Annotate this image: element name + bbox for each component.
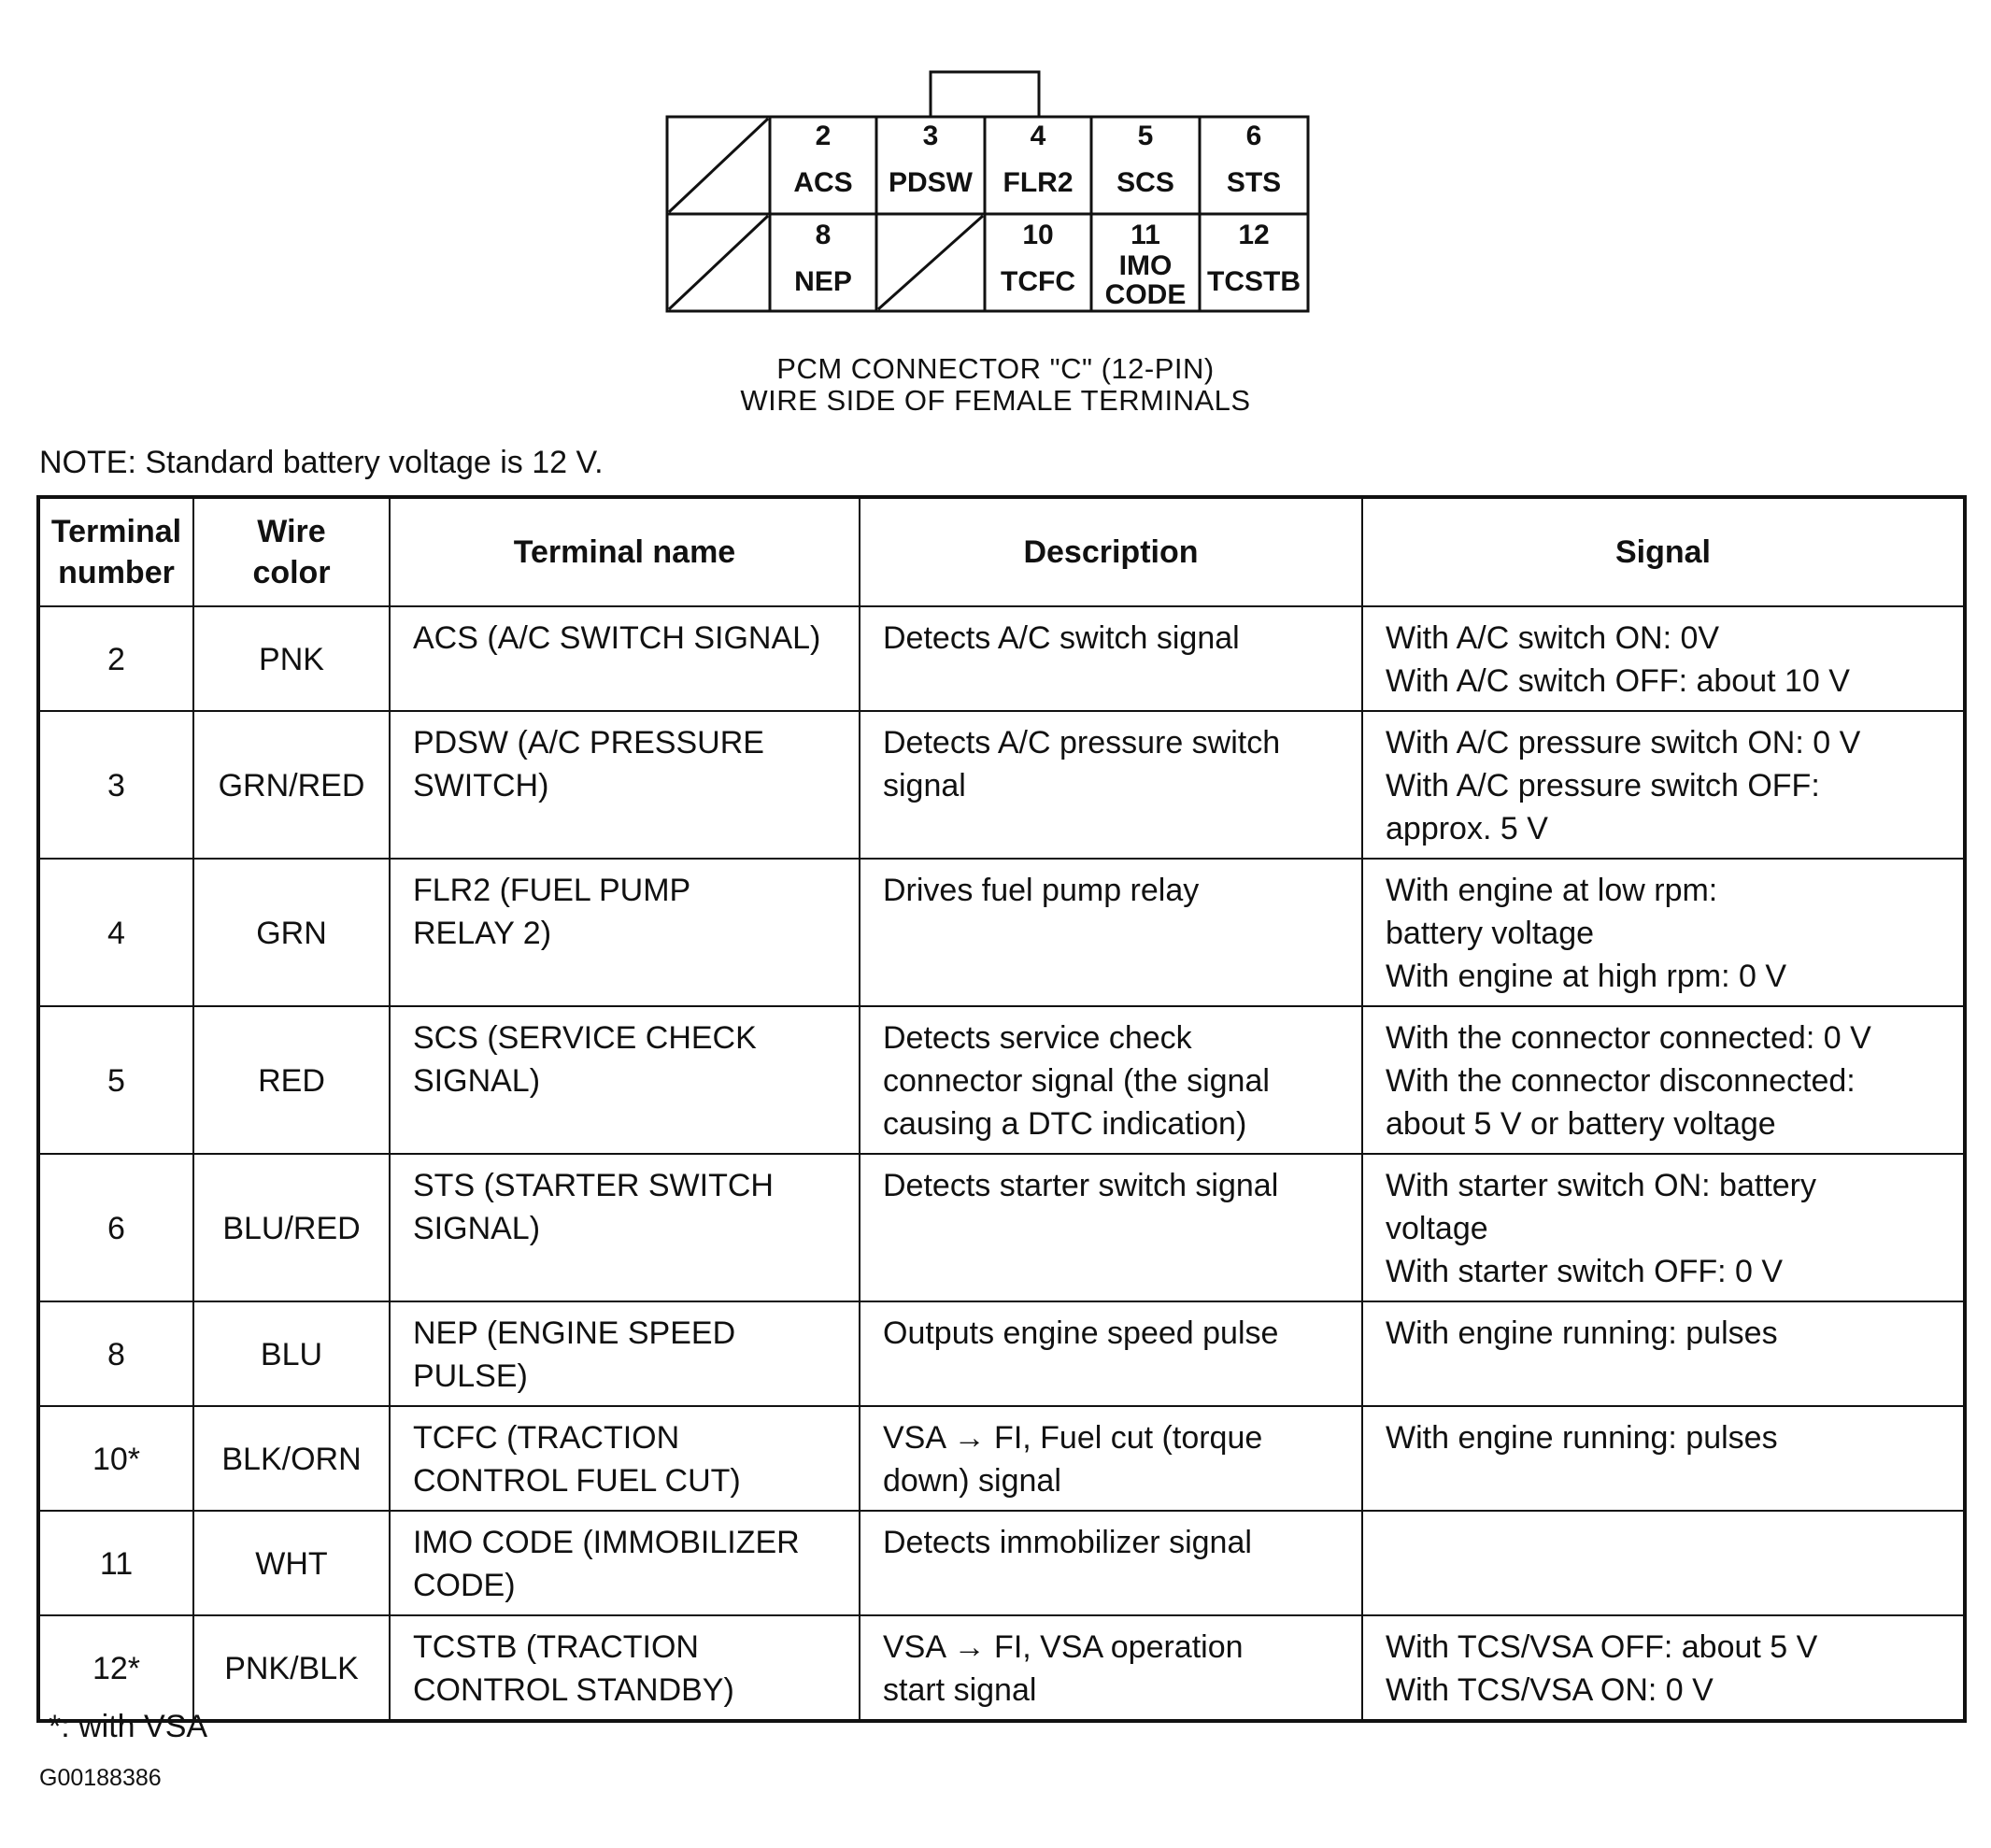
- pin-number: 6: [1245, 121, 1262, 151]
- terminal-table: [36, 495, 1967, 1723]
- vsa-footnote: *: with VSA: [49, 1709, 208, 1744]
- figure-id: G00188386: [39, 1765, 162, 1791]
- caption-line-1: PCM CONNECTOR "C" (12-PIN): [776, 352, 1215, 385]
- pin-11: [1091, 221, 1200, 309]
- table-row: [38, 1511, 1965, 1615]
- pin-12: [1200, 221, 1308, 296]
- empty-cavity-9: [878, 216, 983, 309]
- terminal-number: 5: [38, 1006, 193, 1154]
- table-row: [38, 1154, 1965, 1301]
- pin-number: 3: [922, 121, 939, 151]
- pin-5: [1091, 122, 1200, 197]
- wire-color: PNK/BLK: [193, 1615, 390, 1721]
- terminal-number: 10*: [38, 1406, 193, 1511]
- table-row: [38, 1301, 1965, 1406]
- description: Detects immobilizer signal: [860, 1511, 1362, 1615]
- table-row: [38, 1406, 1965, 1511]
- header-terminal-number: Terminal number: [38, 497, 193, 606]
- terminal-number: 11: [38, 1511, 193, 1615]
- pin-number: 11: [1131, 220, 1160, 250]
- pin-10: [985, 221, 1091, 296]
- terminal-name: PDSW (A/C PRESSURE SWITCH): [390, 711, 860, 859]
- description: VSA → FI, VSA operation start signal: [860, 1615, 1362, 1721]
- empty-cavity-1: [669, 119, 768, 212]
- pin-name: TCSTB: [1207, 266, 1301, 297]
- pin-number: 5: [1137, 121, 1154, 151]
- pin-number: 10: [1022, 220, 1054, 250]
- pin-name: STS: [1226, 167, 1282, 198]
- pin-4: [985, 122, 1091, 197]
- pin-8: [770, 221, 876, 296]
- description: VSA → FI, Fuel cut (torque down) signal: [860, 1406, 1362, 1511]
- description: Detects A/C pressure switch signal: [860, 711, 1362, 859]
- pin-name: FLR2: [1003, 167, 1074, 198]
- terminal-name: TCFC (TRACTION CONTROL FUEL CUT): [390, 1406, 860, 1511]
- signal: With engine running: pulses: [1362, 1406, 1965, 1511]
- wire-color: BLK/ORN: [193, 1406, 390, 1511]
- description: Outputs engine speed pulse: [860, 1301, 1362, 1406]
- table-row: [38, 606, 1965, 711]
- terminal-name: TCSTB (TRACTION CONTROL STANDBY): [390, 1615, 860, 1721]
- table-row: [38, 1006, 1965, 1154]
- wire-color: GRN: [193, 859, 390, 1006]
- terminal-name: IMO CODE (IMMOBILIZER CODE): [390, 1511, 860, 1615]
- header-signal: Signal: [1362, 497, 1965, 606]
- terminal-number: 8: [38, 1301, 193, 1406]
- wire-color: WHT: [193, 1511, 390, 1615]
- terminal-number: 12*: [38, 1615, 193, 1721]
- description: Drives fuel pump relay: [860, 859, 1362, 1006]
- battery-voltage-note: NOTE: Standard battery voltage is 12 V.: [39, 445, 604, 480]
- pcm-connector-c-diagram: [665, 70, 1310, 313]
- signal: With engine at low rpm: battery voltage With engine at high rpm: 0 V: [1362, 859, 1965, 1006]
- header-terminal-name: Terminal name: [390, 497, 860, 606]
- pin-name: IMO CODE: [1104, 250, 1187, 310]
- table-row: [38, 711, 1965, 859]
- terminal-number: 6: [38, 1154, 193, 1301]
- description: Detects A/C switch signal: [860, 606, 1362, 711]
- header-description: Description: [860, 497, 1362, 606]
- pin-name: PDSW: [889, 167, 973, 198]
- wire-color: RED: [193, 1006, 390, 1154]
- signal: With TCS/VSA OFF: about 5 V With TCS/VSA ON: 0 V: [1362, 1615, 1965, 1721]
- description: Detects starter switch signal: [860, 1154, 1362, 1301]
- pin-name: SCS: [1116, 167, 1174, 198]
- signal: With starter switch ON: battery voltage With starter switch OFF: 0 V: [1362, 1154, 1965, 1301]
- pin-name: NEP: [794, 266, 852, 297]
- signal: With A/C switch ON: 0V With A/C switch OFF: about 10 V: [1362, 606, 1965, 711]
- pin-2: [770, 122, 876, 197]
- pin-number: 12: [1238, 220, 1270, 250]
- pin-name: ACS: [793, 167, 853, 198]
- pin-3: [876, 122, 985, 197]
- signal: With the connector connected: 0 V With the connector disconnected: about 5 V or battery voltage: [1362, 1006, 1965, 1154]
- header-wire-color: Wire color: [193, 497, 390, 606]
- pin-number: 4: [1030, 121, 1046, 151]
- pin-number: 8: [815, 220, 832, 250]
- terminal-number: 4: [38, 859, 193, 1006]
- table-row: [38, 1615, 1965, 1721]
- terminal-number: 3: [38, 711, 193, 859]
- pin-number: 2: [815, 121, 832, 151]
- terminal-name: STS (STARTER SWITCH SIGNAL): [390, 1154, 860, 1301]
- pin-6: [1200, 122, 1308, 197]
- pin-name: TCFC: [1001, 266, 1075, 297]
- signal: With A/C pressure switch ON: 0 V With A/C pressure switch OFF: approx. 5 V: [1362, 711, 1965, 859]
- caption-line-2: WIRE SIDE OF FEMALE TERMINALS: [740, 384, 1251, 417]
- signal: With engine running: pulses: [1362, 1301, 1965, 1406]
- description: Detects service check connector signal (the signal causing a DTC indication): [860, 1006, 1362, 1154]
- wire-color: BLU: [193, 1301, 390, 1406]
- terminal-number: 2: [38, 606, 193, 711]
- terminal-name: NEP (ENGINE SPEED PULSE): [390, 1301, 860, 1406]
- wire-color: BLU/RED: [193, 1154, 390, 1301]
- table-row: [38, 859, 1965, 1006]
- wire-color: PNK: [193, 606, 390, 711]
- signal: [1362, 1511, 1965, 1615]
- empty-cavity-7: [669, 216, 768, 309]
- terminal-name: FLR2 (FUEL PUMP RELAY 2): [390, 859, 860, 1006]
- wire-color: GRN/RED: [193, 711, 390, 859]
- terminal-name: ACS (A/C SWITCH SIGNAL): [390, 606, 860, 711]
- terminal-name: SCS (SERVICE CHECK SIGNAL): [390, 1006, 860, 1154]
- table-header-row: [38, 497, 1965, 606]
- connector-caption: [0, 353, 1991, 417]
